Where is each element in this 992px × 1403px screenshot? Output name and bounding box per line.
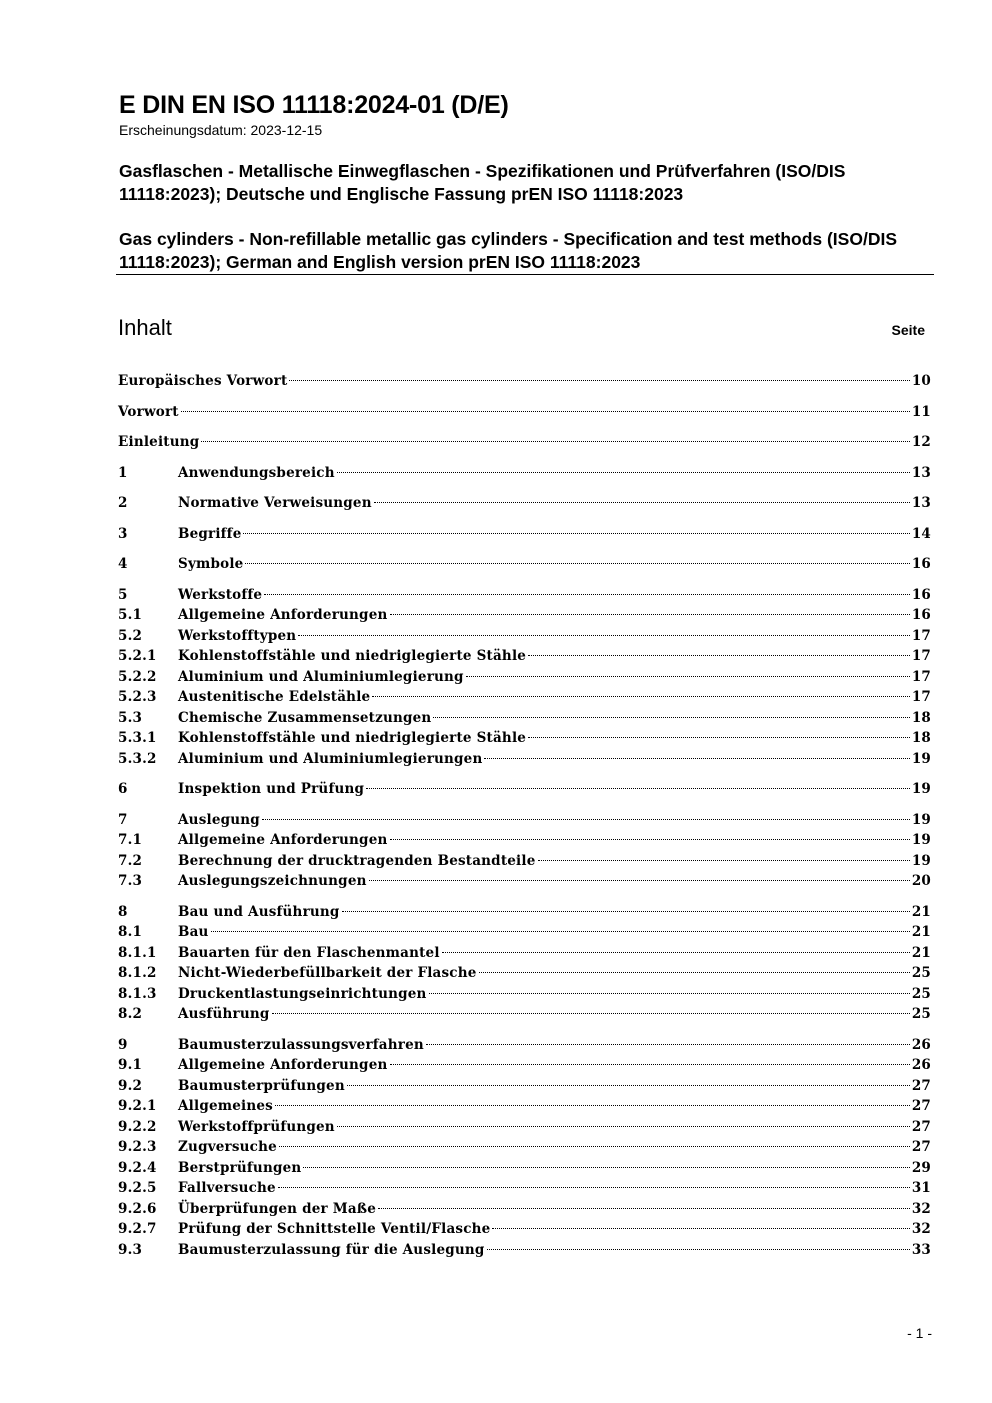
- toc-entry-page: 10: [911, 373, 931, 389]
- toc-entry-title: Druckentlastungseinrichtungen: [178, 985, 427, 1002]
- toc-entry-page: 16: [911, 586, 931, 603]
- toc-entry-number: 8.1.3: [118, 985, 157, 1002]
- toc-entry-title: Bau: [178, 924, 209, 940]
- toc-entry-number: 5.3.2: [118, 750, 157, 767]
- toc-entry-title: Nicht-Wiederbefüllbarkeit der Flasche: [178, 965, 477, 981]
- toc-entry-title: Symbole: [178, 556, 244, 572]
- toc-entry-number: 2: [118, 495, 128, 511]
- toc-entry-title: Allgemeine Anforderungen: [178, 1057, 388, 1073]
- toc-entry-page: 20: [911, 873, 931, 889]
- toc-entry[interactable]: [118, 963, 931, 984]
- toc-leader-dots: [201, 441, 909, 442]
- toc-entry-title: Auslegung: [178, 811, 260, 828]
- toc-entry-page: 32: [911, 1200, 931, 1217]
- toc-entry-page: 19: [911, 781, 931, 797]
- toc-leader-dots: [372, 696, 910, 697]
- toc-entry-page: 17: [911, 627, 931, 644]
- toc-entry-page: 19: [911, 852, 931, 869]
- toc-entry-number: 5.2: [118, 627, 143, 644]
- title-english: Gas cylinders - Non-refillable metallic gas cylinders - Specification and test methods (ISO/DIS 11118:2023); German and English version prEN ISO 11118:2023: [119, 229, 897, 272]
- toc-entry[interactable]: [118, 1035, 931, 1056]
- toc-entry[interactable]: [118, 1240, 931, 1261]
- toc-entry-page: 25: [911, 1006, 931, 1022]
- toc-entry[interactable]: [118, 554, 931, 575]
- toc-entry[interactable]: [118, 902, 931, 923]
- toc-leader-dots: [342, 911, 910, 912]
- toc-leader-dots: [487, 1249, 910, 1250]
- toc-entry-number: 7.3: [118, 873, 143, 889]
- toc-entry-title: Aluminium und Aluminiumlegierungen: [178, 750, 483, 767]
- toc-entry-number: 9.2.4: [118, 1159, 157, 1176]
- toc-entry[interactable]: [118, 708, 931, 729]
- toc-leader-dots: [289, 380, 909, 381]
- toc-entry-title: Auslegungszeichnungen: [178, 873, 367, 889]
- toc-entry-number: 7.1: [118, 832, 143, 848]
- toc-entry-number: 6: [118, 781, 128, 797]
- toc-leader-dots: [492, 1228, 909, 1229]
- toc-entry[interactable]: [118, 1076, 931, 1097]
- toc-entry[interactable]: [118, 943, 931, 964]
- toc-entry-title: Allgemeines: [178, 1098, 273, 1114]
- toc-entry-title: Europäisches Vorwort: [118, 373, 288, 389]
- toc-leader-dots: [211, 931, 910, 932]
- toc-entry-title: Begriffe: [178, 525, 242, 542]
- toc-leader-dots: [275, 1105, 910, 1106]
- toc-entry[interactable]: [118, 646, 931, 667]
- toc-entry-page: 18: [911, 730, 931, 746]
- toc-entry-number: 9.2.2: [118, 1118, 157, 1135]
- toc-entry-number: 8.1.2: [118, 965, 157, 981]
- toc-entry-number: 4: [118, 556, 128, 572]
- toc-entry[interactable]: [118, 463, 931, 484]
- toc-entry-title: Normative Verweisungen: [178, 495, 372, 511]
- toc-entry-page: 17: [911, 648, 931, 664]
- toc-leader-dots: [243, 533, 909, 534]
- toc-entry-title: Bauarten für den Flaschenmantel: [178, 944, 440, 961]
- toc-entry[interactable]: [118, 1199, 931, 1220]
- toc-leader-dots: [426, 1044, 910, 1045]
- toc-entry-page: 21: [911, 944, 931, 961]
- toc-entry[interactable]: [118, 851, 931, 872]
- toc-entry-title: Baumusterzulassungsverfahren: [178, 1036, 424, 1053]
- toc-leader-dots: [390, 1064, 910, 1065]
- toc-entry-number: 5.2.2: [118, 668, 157, 685]
- toc-entry-title: Werkstofftypen: [178, 627, 297, 644]
- toc-entry-title: Chemische Zusammensetzungen: [178, 709, 432, 726]
- toc-entry-number: 3: [118, 525, 128, 542]
- toc-leader-dots: [272, 1013, 910, 1014]
- toc-leader-dots: [279, 1146, 910, 1147]
- toc-entry[interactable]: [118, 871, 931, 892]
- toc-entry-title: Berechnung der drucktragenden Bestandteile: [178, 852, 536, 869]
- toc-leader-dots: [278, 1187, 910, 1188]
- toc-leader-dots: [303, 1167, 909, 1168]
- toc-entry[interactable]: [118, 810, 931, 831]
- toc-entry-title: Aluminium und Aluminiumlegierung: [178, 668, 464, 685]
- toc-entry-title: Bau und Ausführung: [178, 903, 340, 920]
- toc-entry-number: 9: [118, 1036, 128, 1053]
- toc-entry-page: 17: [911, 689, 931, 705]
- toc-entry[interactable]: [118, 1117, 931, 1138]
- toc-entry-page: 31: [911, 1180, 931, 1196]
- document-id: E DIN EN ISO 11118:2024-01 (D/E): [119, 91, 509, 119]
- toc-entry-number: 8.1.1: [118, 944, 157, 961]
- publication-date: Erscheinungsdatum: 2023-12-15: [119, 122, 323, 138]
- toc-leader-dots: [528, 655, 910, 656]
- toc-leader-dots: [442, 952, 910, 953]
- toc-entry-page: 19: [911, 832, 931, 848]
- toc-leader-dots: [366, 788, 910, 789]
- toc-entry-number: 5.2.1: [118, 648, 157, 664]
- toc-entry-number: 8: [118, 903, 128, 920]
- toc-entry[interactable]: [118, 626, 931, 647]
- toc-entry-title: Allgemeine Anforderungen: [178, 607, 388, 623]
- toc-leader-dots: [245, 563, 909, 564]
- toc-entry-page: 29: [911, 1159, 931, 1176]
- toc-entry-page: 13: [911, 464, 931, 481]
- toc-leader-dots: [337, 1126, 910, 1127]
- toc-entry-title: Zugversuche: [178, 1139, 277, 1155]
- toc-entry-number: 9.3: [118, 1241, 143, 1258]
- toc-entry-page: 16: [911, 556, 931, 572]
- toc-leader-dots: [369, 880, 910, 881]
- toc-entry[interactable]: [118, 605, 931, 626]
- toc-entry-number: 5.3.1: [118, 730, 157, 746]
- toc-entry-title: Werkstoffprüfungen: [178, 1118, 335, 1135]
- toc-entry-title: Berstprüfungen: [178, 1159, 302, 1176]
- toc-entry[interactable]: [118, 402, 931, 423]
- toc-entry-page: 25: [911, 985, 931, 1002]
- toc-entry-page: 21: [911, 903, 931, 920]
- toc-entry-title: Anwendungsbereich: [178, 464, 335, 481]
- toc-entry-title: Vorwort: [118, 403, 179, 420]
- toc-entry-title: Baumusterzulassung für die Auslegung: [178, 1241, 485, 1258]
- toc-entry-page: 12: [911, 434, 931, 450]
- toc-leader-dots: [347, 1085, 910, 1086]
- toc-entry-title: Baumusterprüfungen: [178, 1077, 345, 1094]
- toc-entry-number: 5.2.3: [118, 689, 157, 705]
- toc-leader-dots: [429, 993, 910, 994]
- toc-entry-page: 19: [911, 750, 931, 767]
- toc-entry-number: 8.1: [118, 924, 143, 940]
- toc-entry-number: 5.1: [118, 607, 143, 623]
- toc-entry-title: Fallversuche: [178, 1180, 276, 1196]
- toc-entry-page: 26: [911, 1036, 931, 1053]
- toc-leader-dots: [374, 502, 910, 503]
- toc-entry-page: 27: [911, 1098, 931, 1114]
- toc-leader-dots: [262, 819, 910, 820]
- toc-entry-number: 7: [118, 811, 128, 828]
- toc-entry-page: 16: [911, 607, 931, 623]
- toc-entry[interactable]: [118, 728, 931, 749]
- toc-entry[interactable]: [118, 1178, 931, 1199]
- title-divider: [116, 274, 934, 275]
- toc-entry[interactable]: [118, 1096, 931, 1117]
- toc-entry[interactable]: [118, 749, 931, 770]
- toc-leader-dots: [479, 972, 910, 973]
- toc-page-label: Seite: [891, 322, 925, 338]
- toc-entry-page: 26: [911, 1057, 931, 1073]
- toc-entry-number: 9.2.3: [118, 1139, 157, 1155]
- toc-entry-title: Einleitung: [118, 434, 200, 450]
- toc-entry-page: 17: [911, 668, 931, 685]
- toc-leader-dots: [528, 737, 910, 738]
- toc-entry-title: Austenitische Edelstähle: [178, 689, 371, 705]
- toc-entry[interactable]: [118, 1158, 931, 1179]
- toc-leader-dots: [378, 1208, 910, 1209]
- toc-entry-title: Inspektion und Prüfung: [178, 781, 365, 797]
- toc-entry-number: 9.2: [118, 1077, 143, 1094]
- toc-entry-number: 9.2.7: [118, 1221, 157, 1237]
- toc-entry-page: 21: [911, 924, 931, 940]
- toc-entry-page: 11: [911, 403, 931, 420]
- toc-entry[interactable]: [118, 493, 931, 514]
- toc-entry-number: 9.1: [118, 1057, 143, 1073]
- toc-entry[interactable]: [118, 667, 931, 688]
- toc-entry[interactable]: [118, 687, 931, 708]
- toc-entry[interactable]: [118, 1219, 931, 1240]
- toc-entry[interactable]: [118, 922, 931, 943]
- page-number: - 1 -: [907, 1325, 932, 1341]
- toc-entry-number: 9.2.1: [118, 1098, 157, 1114]
- toc-entry[interactable]: [118, 984, 931, 1005]
- toc-entry-page: 19: [911, 811, 931, 828]
- toc-entry-page: 27: [911, 1139, 931, 1155]
- toc-entry-page: 14: [911, 525, 931, 542]
- toc-entry[interactable]: [118, 432, 931, 453]
- toc-entry-number: 9.2.5: [118, 1180, 157, 1196]
- toc-entry-page: 32: [911, 1221, 931, 1237]
- toc-entry[interactable]: [118, 1055, 931, 1076]
- toc-entry-page: 13: [911, 495, 931, 511]
- toc-entry-number: 7.2: [118, 852, 143, 869]
- toc-entry-page: 27: [911, 1077, 931, 1094]
- toc-entry-number: 5.3: [118, 709, 143, 726]
- toc-entry-number: 1: [118, 464, 128, 481]
- toc-leader-dots: [466, 676, 910, 677]
- toc-entry-page: 33: [911, 1241, 931, 1258]
- title-german: Gasflaschen - Metallische Einwegflaschen - Spezifikationen und Prüfverfahren (ISO/DIS 11118:2023); Deutsche und Englische Fassung prEN ISO 11118:2023: [119, 161, 846, 204]
- toc-entry-page: 25: [911, 965, 931, 981]
- toc-entry[interactable]: [118, 1137, 931, 1158]
- toc-entry-page: 27: [911, 1118, 931, 1135]
- toc-leader-dots: [538, 860, 910, 861]
- toc-heading: Inhalt: [118, 315, 172, 340]
- toc-leader-dots: [181, 411, 910, 412]
- toc-entry-title: Überprüfungen der Maße: [178, 1200, 377, 1217]
- toc-entry-title: Kohlenstoffstähle und niedriglegierte Stähle: [178, 648, 527, 664]
- toc-entry-number: 8.2: [118, 1006, 143, 1022]
- toc-entry[interactable]: [118, 779, 931, 800]
- toc-leader-dots: [390, 839, 910, 840]
- toc-entry-number: 9.2.6: [118, 1200, 157, 1217]
- toc-leader-dots: [390, 614, 910, 615]
- toc-entry-title: Allgemeine Anforderungen: [178, 832, 388, 848]
- toc-entry[interactable]: [118, 830, 931, 851]
- toc-leader-dots: [337, 472, 910, 473]
- table-of-contents: [118, 371, 931, 1260]
- toc-entry[interactable]: [118, 585, 931, 606]
- toc-entry[interactable]: [118, 1004, 931, 1025]
- toc-entry-number: 5: [118, 586, 128, 603]
- toc-entry-title: Kohlenstoffstähle und niedriglegierte Stähle: [178, 730, 527, 746]
- toc-entry[interactable]: [118, 524, 931, 545]
- toc-entry-title: Ausführung: [178, 1006, 270, 1022]
- toc-entry[interactable]: [118, 371, 931, 392]
- toc-leader-dots: [264, 594, 910, 595]
- toc-entry-title: Prüfung der Schnittstelle Ventil/Flasche: [178, 1221, 491, 1237]
- toc-leader-dots: [433, 717, 909, 718]
- toc-leader-dots: [298, 635, 910, 636]
- toc-leader-dots: [484, 758, 909, 759]
- toc-entry-page: 18: [911, 709, 931, 726]
- toc-entry-title: Werkstoffe: [178, 586, 263, 603]
